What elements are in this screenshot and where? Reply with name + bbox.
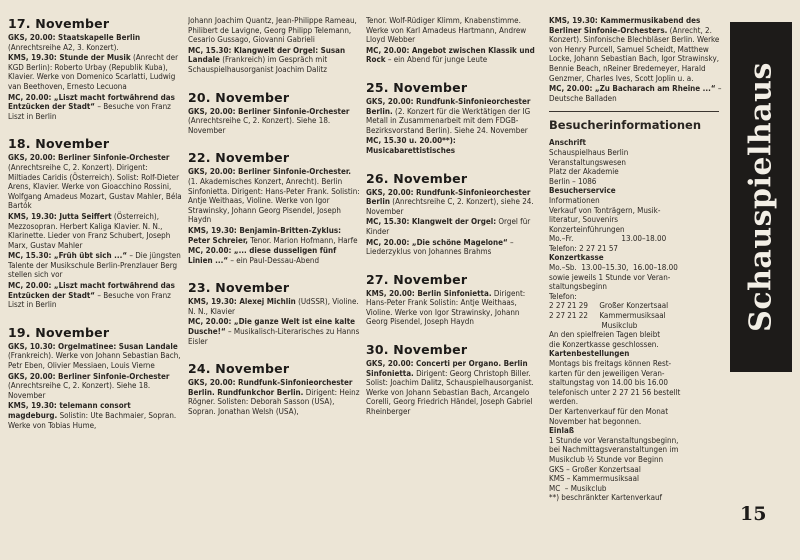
info-line: Schauspielhaus Berlin [549,147,629,157]
event-details: (Anrechtsreihe A2, 3. Konzert). [8,42,119,52]
event-entry [366,46,542,65]
column-1 [8,0,182,560]
event-details: Dirigent: Heinz Rögner. Solisten: Deborah Sasson (USA), Sopran. Jonathan Welsh (USA), [188,387,360,417]
event-entry [366,97,542,135]
event-entry [188,317,360,346]
info-line: GKS – Großer Konzertsaal [549,464,641,474]
info-line: An den spielfreien Tagen bleibt [549,330,661,340]
event-title: GKS, 20.00: Berliner Sinfonie-Orchester [8,153,170,163]
info-line: telefonisch unter 2 27 21 56 bestellt [549,387,681,397]
date-heading: 25. November [366,79,468,95]
info-line: Veranstaltungswesen [549,157,626,167]
info-line: 2 27 21 22 Kammermusiksaal [549,311,666,321]
event-entry [188,246,360,265]
event-title: KMS, 19.30: Kammermusikabend des Berliner Sinfonie-Orchesters. [549,16,701,35]
info-line: November hat begonnen. [549,416,642,426]
info-line: Mo.–Fr. 13.00–18.00 [549,234,667,244]
info-line: KMS – Kammermusiksaal [549,474,639,484]
event-entry [366,188,542,217]
info-line: Der Kartenverkauf für den Monat [549,406,669,416]
info-line: Informationen [549,195,600,205]
event-title: MC, 15.30: Klangwelt der Orgel: [366,217,497,227]
info-subheading: Besucherservice [549,186,616,196]
date-heading: 26. November [366,170,468,186]
event-details: (Anrechtsreihe C, 2. Konzert). Dirigent: Miltiades Caridis (Österreich). Solist: Rolf-Dieter Arens, Klavier. Werke von Gioacchino Rossini, Wolfgang Amadeus Mozart, Gustav Mahler, Béla Bartók [8,162,182,211]
info-line: **) beschränkter Kartenverkauf [549,493,663,503]
event-title: KMS, 19.30: Stunde der Musik [8,53,131,63]
info-subheading: Einlaß [549,426,575,436]
event-title: MC, 20.00: „Die ganze Welt ist eine kalte Dusche!“ [188,317,356,337]
info-line: Telefon: 2 27 21 57 [549,243,619,253]
event-details: – ein Abend für junge Leute [387,55,488,65]
event-entry [8,372,182,401]
info-line: literatur, Souvenirs [549,215,619,225]
info-line: Mo.–Sb. 13.00–15.30, 16.00–18.00 [549,263,678,273]
event-title: MC, 20.00: „Zu Bacharach am Rheine ...“ [549,84,716,94]
info-line: MC – Musikclub [549,483,607,493]
event-title: GKS, 20.00: Rundfunk-Sinfonieorchester Berlin. Rundfunkchor Berlin. [188,378,353,397]
info-line: Platz der Akademie [549,167,619,177]
event-details: – Liederzyklus von Johannes Brahms [366,237,514,257]
info-line: staltungstag von 14.00 bis 16.00 [549,378,668,388]
info-line: Verkauf von Tonträgern, Musik- [549,205,661,215]
event-title: KMS, 19.30: Jutta Seiffert [8,211,112,221]
event-details: Solistin: Ute Bachmaier, Sopran. Werke von Tobias Hume, [8,411,177,430]
info-line: Musikclub [549,320,638,330]
event-entry [366,238,542,257]
event-details: Tenor. Wolf-Rüdiger Klimm, Knabenstimme. Werke von Karl Amadeus Hartmann, Andrew Lloyd Webber [366,16,527,45]
event-title: GKS, 20.00: Rundfunk-Sinfonieorchester Berlin. [366,96,531,116]
event-title: GKS, 20.00: Rundfunk-Sinfonieorchester Berlin [366,187,531,207]
event-details: – Die jüngsten Talente der Musikschule Berlin-Prenzlauer Berg stellen sich vor [8,251,181,280]
event-entry [366,289,542,327]
info-subheading: Kartenbestellungen [549,349,630,359]
visitor-info-heading: Besucherinformationen [549,118,702,133]
event-title: KMS, 20.00: Berlin Sinfonietta. [366,288,492,298]
event-details: (Frankreich) im Gespräch mit Schauspielhausorganist Joachim Dalitz [188,55,328,74]
sidebar-title: Schauspielhaus [743,62,779,332]
event-entry [8,153,182,211]
info-line: Berlin – 1086 [549,176,597,186]
info-line: staltungsbeginn [549,282,607,292]
info-line: karten für den jeweiligen Veran- [549,368,665,378]
event-title: KMS, 19.30: Alexej Michlin [188,297,296,307]
event-entry [8,401,182,430]
event-details: – Musikalisch-Literarisches zu Hanns Eisler [188,327,360,346]
event-title: KMS, 19.30: telemann consort magdeburg. [8,401,131,420]
info-subheading: Anschrift [549,138,586,148]
event-details: – ein Paul-Dessau-Abend [230,255,320,265]
event-details: – Besuche von Franz Liszt in Berlin [8,290,171,310]
event-entry [8,342,182,371]
event-details: (Anrecht der KGD Berlin): Roberto Urbay (Republik Kuba), Klavier. Werke von Domenico Scarlatti, Ludwig van Beethoven, Ernesto Lecuona [8,53,179,91]
event-title: KMS, 19.30: Benjamin-Britten-Zyklus: Peter Schreier, [188,225,342,245]
event-title: GKS, 20.00: Berliner Sinfonie-Orchester [188,106,350,116]
event-entry [366,359,542,417]
date-heading: 20. November [188,89,290,105]
event-details: (Frankreich). Werke von Johann Sebastian Bach, Petr Eben, Olivier Messiaen, Louis Vierne [8,351,181,371]
event-title: MC, 20.00: „Liszt macht fortwährend das Entzücken der Stadt“ [8,92,175,112]
info-line: 2 27 21 29 Großer Konzertsaal [549,301,669,311]
info-line: Konzerteinführungen [549,224,625,234]
event-title: MC, 15.30: Klangwelt der Orgel: Susan Landale [188,45,346,65]
date-heading: 22. November [188,150,290,166]
event-title: GKS, 20.00: Staatskapelle Berlin [8,33,141,42]
column-4 [549,0,723,560]
event-details: Tenor. Marion Hofmann, Harfe [250,235,358,245]
info-line: Montags bis freitags können Rest- [549,359,672,368]
event-title: GKS, 20.00: Concerti per Organo. Berlin Sinfonietta. [366,359,528,378]
event-details: (1. Akademisches Konzert, Anrecht). Berlin Sinfonietta. Dirigent: Hans-Peter Frank. Solistin: Antje Weithaas, Violine. Werke von Igor Strawinsky, Johann Georg Pisendel, Joseph Haydn [188,176,360,225]
date-heading: 19. November [8,324,110,340]
event-title: GKS, 20.00: Berliner Sinfonie-Orchester. [188,167,351,177]
event-entry [8,33,182,52]
info-line: Musikclub ½ Stunde vor Beginn [549,454,664,464]
event-title: MC, 20.00: Angebot zwischen Klassik und Rock [366,45,535,65]
event-details: (Anrecht, 2. Konzert). Sinfonische Blechbläser Berlin. Werke von Henry Purcell, Samuel Scheidt, Matthew Locke, Johann Sebastian Bach, Igor Strawinsky, Bennie Beach, nReiner Bredemeyer, Harald Genzmer, Charles Ives, Scott Joplin u. a. [549,25,720,83]
event-details: – Deutsche Balladen [549,84,722,103]
event-entry [8,212,182,250]
info-line: Telefon: [549,291,577,301]
event-details: (Anrechtsreihe C, 2. Konzert), siehe 24. November [366,197,534,216]
column-2 [188,0,360,560]
event-details: Dirigent: Hans-Peter Frank Solistin: Antje Weithaas, Violine. Werke von Igor Strawinsky, Johann Georg Pisendel, Joseph Haydn [366,288,526,327]
event-details: (UdSSR), Violine. N. N., Klavier [188,297,359,316]
event-entry [366,136,542,155]
event-details: Orgel für Kinder [366,217,531,236]
event-title: MC, 15.30 u. 20.00**): Musicabarettistisches [366,136,456,155]
info-line: bei Nachmittagsveranstaltungen im [549,445,679,455]
event-entry [8,93,182,122]
event-entry [8,281,182,310]
event-entry [188,226,360,245]
event-entry [8,251,182,280]
event-entry [8,53,182,91]
column-3 [366,0,542,560]
event-details: Johann Joachim Quantz, Jean-Philippe Rameau, Philibert de Lavigne, Georg Philipp Telemann, Cesario Gussago, Giovanni Gabrieli [188,16,357,45]
event-details: – Besuche von Franz Liszt in Berlin [8,102,171,121]
info-line: 1 Stunde vor Veranstaltungsbeginn, [549,435,679,445]
event-details: (Anrechtsreihe C, 2. Konzert). Siehe 18. November [188,116,331,135]
info-subheading: Konzertkasse [549,253,604,263]
event-title: MC, 20.00: „Die schöne Magelone“ [366,237,508,247]
event-details: (2. Konzert für die Werktätigen der IG Metall in Zusammenarbeit mit dem FDGB-Bezirksvorstand Berlin). Siehe 24. November [366,106,531,135]
event-title: GKS, 10.30: Orgelmatinee: Susan Landale [8,341,178,351]
event-entry [549,84,723,103]
event-title: MC, 20.00: „... diese dusseligen fünf Linien ...“ [188,246,337,265]
date-heading: 24. November [188,361,290,377]
info-line: die Konzertkasse geschlossen. [549,339,659,349]
event-title: MC, 20.00: „Liszt macht fortwährend das Entzücken der Stadt“ [8,281,175,300]
page-number: 15 [740,503,767,525]
event-details: (Österreich), Mezzosopran. Herbert Kaliga Klavier. N. N., Klarinette. Lieder von Franz Schubert, Joseph Marx, Gustav Mahler [8,211,171,250]
event-entry [188,297,360,316]
event-entry [366,217,542,236]
event-entry [549,16,723,83]
event-title: MC, 15.30: „Früh übt sich ...“ [8,251,128,261]
event-details: (Anrechtsreihe C, 2. Konzert). Siehe 18. November [8,381,151,400]
event-entry [188,107,360,136]
event-entry [188,167,360,225]
date-heading: 30. November [366,342,468,358]
event-entry [188,46,360,75]
info-line: werden. [549,397,578,407]
event-entry [188,378,360,416]
event-title: GKS, 20.00: Berliner Sinfonie-Orchester [8,371,170,381]
date-heading: 17. November [8,16,110,31]
date-heading: 27. November [366,271,468,287]
divider [549,111,719,112]
info-line: sowie jeweils 1 Stunde vor Veran- [549,272,671,282]
date-heading: 18. November [8,136,110,152]
event-details: Dirigent: Georg Christoph Biller. Solist: Joachim Dalitz, Schauspielhausorganist. Werke von Johann Sebastian Bach, Arcangelo Corelli, Georg Friedrich Händel, Joseph Gabriel Rheinberger [366,368,534,417]
date-heading: 23. November [188,280,290,296]
